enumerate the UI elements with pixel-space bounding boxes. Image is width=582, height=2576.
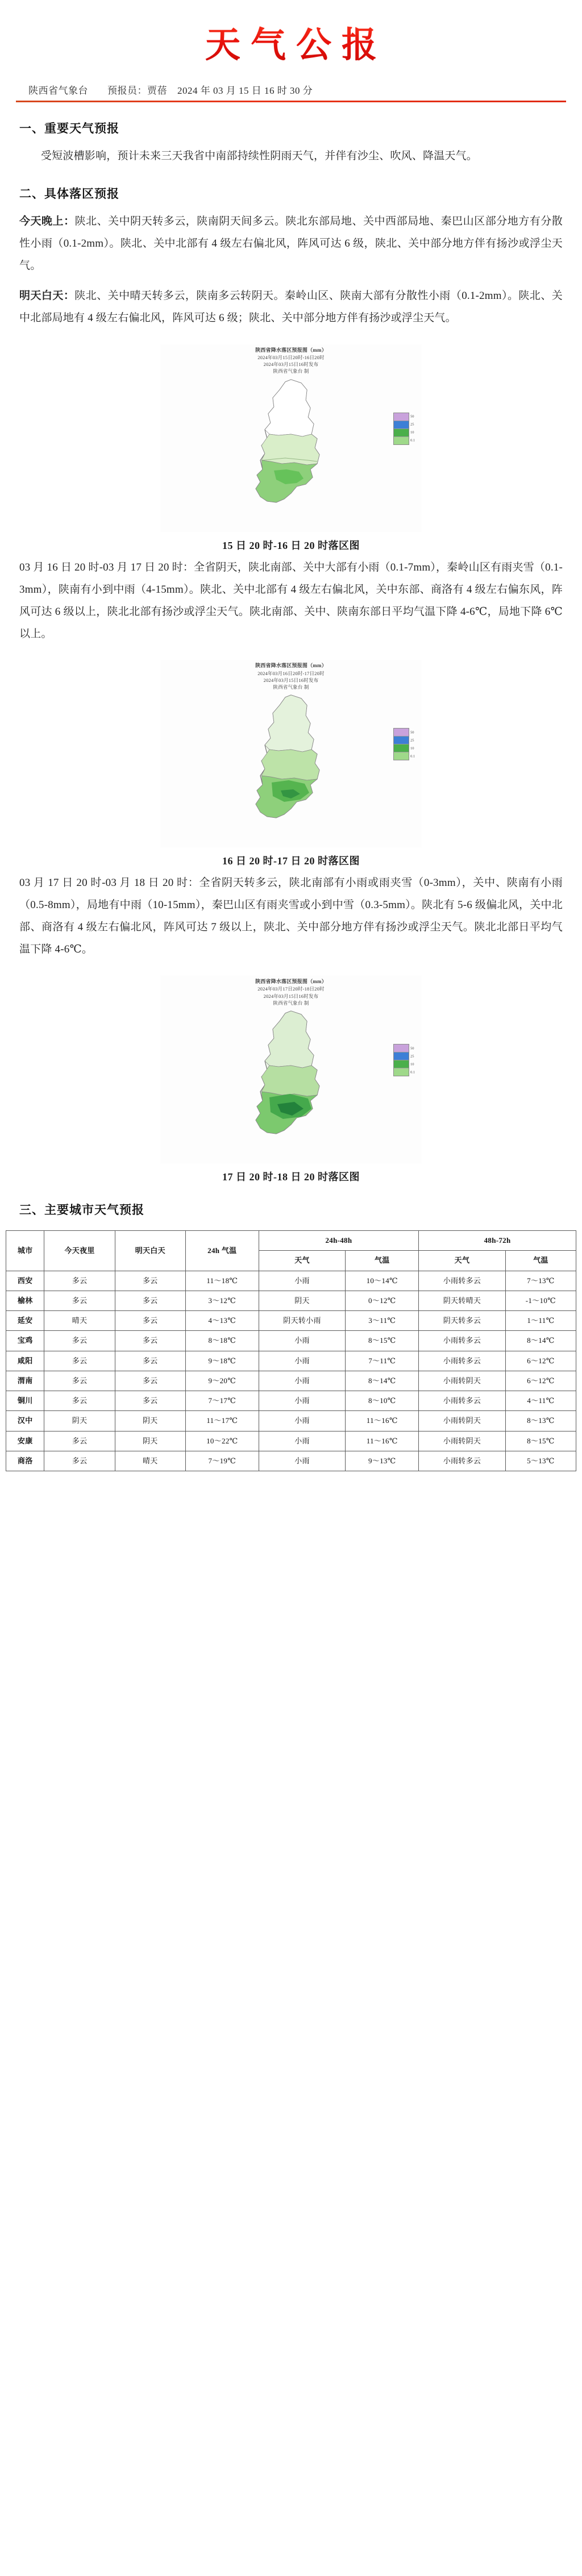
cell-temp-48-72: 6～12℃ — [505, 1371, 576, 1391]
cell-temp-24h: 7～19℃ — [185, 1451, 259, 1471]
map-title-3: 陕西省降水落区预报图（mm） — [255, 979, 327, 985]
cell-tomorrow: 阴天 — [115, 1431, 185, 1451]
table-header-row-1 — [6, 1231, 576, 1251]
legend-label-10: 10 — [410, 430, 414, 435]
cell-temp-24-48: 8～14℃ — [346, 1371, 419, 1391]
map-period-1: 2024年03月15日20时-16日20时 — [257, 354, 325, 360]
legend-label-01: 0.1 — [410, 438, 415, 443]
map-legend-3 — [393, 1044, 415, 1076]
cell-city: 渭南 — [6, 1371, 44, 1391]
map-legend-1 — [393, 413, 415, 445]
cell-city: 宝鸡 — [6, 1331, 44, 1351]
cell-weather-24-48: 小雨 — [259, 1351, 346, 1371]
cell-temp-48-72: 7～13℃ — [505, 1271, 576, 1291]
cell-temp-48-72: 8～14℃ — [505, 1331, 576, 1351]
th-tonight: 今天夜里 — [44, 1231, 115, 1271]
cell-temp-24h: 10～22℃ — [185, 1431, 259, 1451]
cell-city: 咸阳 — [6, 1351, 44, 1371]
masthead — [0, 0, 582, 63]
legend-label-25: 25 — [410, 422, 414, 427]
cell-city: 安康 — [6, 1431, 44, 1451]
city-forecast-table-wrap — [6, 1230, 576, 1471]
map-canvas-1 — [160, 375, 422, 532]
map-header-2 — [160, 662, 422, 690]
cell-weather-48-72: 小雨转多云 — [419, 1451, 506, 1471]
cell-temp-24h: 3～12℃ — [185, 1291, 259, 1310]
cell-weather-48-72: 小雨转多云 — [419, 1351, 506, 1371]
cell-weather-48-72: 小雨转多云 — [419, 1271, 506, 1291]
section-heading-detailed-forecast: 二、具体落区预报 — [19, 187, 119, 201]
issue-datetime: 2024 年 03 月 15 日 16 时 30 分 — [177, 85, 313, 97]
cell-weather-24-48: 阴天 — [259, 1291, 346, 1310]
cell-tonight: 晴天 — [44, 1311, 115, 1331]
cell-weather-24-48: 小雨 — [259, 1451, 346, 1471]
day2-forecast-paragraph: 03 月 16 日 20 时-03 月 17 日 20 时：全省阴天，陕北南部、关中大部有小雨（0.1-7mm），秦岭山区有雨夹雪（0.1-3mm），陕南有小到中雨（4-15mm）。陕北、关中北部有 4 级左右偏北风，关中东部、商洛有 4 级左右偏东风，阵风可达 6 级以上，陕北北部有扬沙或浮尘天气。陕北南部、关中、陕南东部日平均气温下降 4-6℃，局地下降 6℃以上。 — [19, 561, 563, 640]
cell-weather-24-48: 小雨 — [259, 1331, 346, 1351]
legend-label-01: 0.1 — [410, 754, 415, 759]
tomorrow-label: 明天白天： — [19, 289, 75, 302]
cell-city: 西安 — [6, 1271, 44, 1291]
cell-weather-24-48: 小雨 — [259, 1431, 346, 1451]
forecaster-label: 预报员： — [107, 85, 147, 97]
tonight-forecast-paragraph — [19, 211, 563, 277]
cell-temp-24h: 11～18℃ — [185, 1271, 259, 1291]
legend-label-25: 25 — [410, 1054, 414, 1059]
legend-swatch-10 — [394, 1060, 414, 1068]
map-producer-3: 陕西省气象台 制 — [273, 1000, 309, 1006]
map-caption-3: 17 日 20 时-18 日 20 时落区图 — [222, 1171, 360, 1183]
precip-map-figure-3 — [160, 976, 422, 1163]
cell-weather-48-72: 小雨转多云 — [419, 1391, 506, 1411]
legend-swatch-25 — [394, 1052, 414, 1060]
tonight-label: 今天晚上： — [19, 215, 75, 228]
table-body — [6, 1271, 576, 1471]
map-producer-2: 陕西省气象台 制 — [273, 684, 309, 690]
cell-tomorrow: 多云 — [115, 1271, 185, 1291]
map-canvas-2 — [160, 690, 422, 847]
cell-temp-48-72: -1～10℃ — [505, 1291, 576, 1310]
precip-map-block-2 — [19, 660, 563, 868]
cell-temp-24-48: 7～11℃ — [346, 1351, 419, 1371]
map-title-1: 陕西省降水落区预报图（mm） — [255, 347, 327, 353]
table-row — [6, 1391, 576, 1411]
th-group-48-72: 48h-72h — [419, 1231, 576, 1251]
cell-tomorrow: 多云 — [115, 1371, 185, 1391]
legend-swatch-01 — [394, 1068, 415, 1076]
legend-swatch-50 — [394, 1044, 414, 1052]
cell-temp-24h: 11～17℃ — [185, 1411, 259, 1431]
cell-temp-24-48: 9～13℃ — [346, 1451, 419, 1471]
shaanxi-province-outline-2 — [206, 690, 376, 834]
forecaster-name: 贾蓓 — [147, 85, 167, 97]
map-producer-1: 陕西省气象台 制 — [273, 368, 309, 374]
cell-temp-24h: 9～18℃ — [185, 1351, 259, 1371]
byline — [16, 82, 566, 101]
table-row — [6, 1431, 576, 1451]
map-title-2: 陕西省降水落区预报图（mm） — [255, 663, 327, 669]
issuer-name: 陕西省气象台 — [28, 85, 88, 97]
important-forecast-paragraph: 受短波槽影响，预计未来三天我省中南部持续性阴雨天气，并伴有沙尘、吹风、降温天气。 — [41, 150, 478, 163]
th-temp-24-48: 气温 — [346, 1251, 419, 1271]
cell-tonight: 多云 — [44, 1351, 115, 1371]
cell-temp-24h: 8～18℃ — [185, 1331, 259, 1351]
legend-label-25: 25 — [410, 738, 414, 743]
th-tomorrow: 明天白天 — [115, 1231, 185, 1271]
section-heading-important-forecast: 一、重要天气预报 — [19, 122, 119, 136]
cell-tonight: 阴天 — [44, 1411, 115, 1431]
cell-temp-48-72: 8～13℃ — [505, 1411, 576, 1431]
masthead-divider — [16, 101, 566, 102]
map-caption-1: 15 日 20 时-16 日 20 时落区图 — [222, 539, 360, 551]
table-header — [6, 1231, 576, 1271]
precip-map-block-1 — [19, 344, 563, 552]
th-weather-24-48: 天气 — [259, 1251, 346, 1271]
legend-label-50: 50 — [410, 730, 414, 735]
map-issued-3: 2024年03月15日16时发布 — [263, 993, 319, 999]
cell-city: 铜川 — [6, 1391, 44, 1411]
legend-swatch-25 — [394, 421, 414, 429]
cell-temp-24-48: 10～14℃ — [346, 1271, 419, 1291]
table-row — [6, 1451, 576, 1471]
cell-weather-24-48: 小雨 — [259, 1391, 346, 1411]
shaanxi-province-outline-1 — [206, 375, 376, 518]
map-legend-2 — [393, 728, 415, 760]
cell-temp-24-48: 0～12℃ — [346, 1291, 419, 1310]
map-caption-2: 16 日 20 时-17 日 20 时落区图 — [222, 855, 360, 867]
cell-temp-48-72: 5～13℃ — [505, 1451, 576, 1471]
cell-tonight: 多云 — [44, 1391, 115, 1411]
cell-tomorrow: 多云 — [115, 1391, 185, 1411]
precip-map-figure-1 — [160, 344, 422, 532]
cell-tomorrow: 多云 — [115, 1291, 185, 1310]
cell-temp-24-48: 3～11℃ — [346, 1311, 419, 1331]
table-row — [6, 1331, 576, 1351]
cell-city: 商洛 — [6, 1451, 44, 1471]
legend-label-01: 0.1 — [410, 1070, 415, 1075]
cell-tonight: 多云 — [44, 1451, 115, 1471]
table-row — [6, 1271, 576, 1291]
legend-label-50: 50 — [410, 414, 414, 419]
cell-temp-24-48: 8～10℃ — [346, 1391, 419, 1411]
cell-city: 汉中 — [6, 1411, 44, 1431]
map-issued-2: 2024年03月15日16时发布 — [263, 677, 319, 683]
tomorrow-forecast-paragraph — [19, 285, 563, 330]
cell-tomorrow: 晴天 — [115, 1451, 185, 1471]
cell-temp-24-48: 11～16℃ — [346, 1431, 419, 1451]
tonight-text: 陕北、关中阴天转多云，陕南阴天间多云。陕北东部局地、关中西部局地、秦巴山区部分地方有分散性小雨（0.1-2mm）。陕北、关中北部有 4 级左右偏北风，阵风可达 6 级，陕北、关中部分地方伴有扬沙或浮尘天气。 — [19, 215, 563, 272]
day3-forecast-paragraph: 03 月 17 日 20 时-03 月 18 日 20 时：全省阴天转多云，陕北南部有小雨或雨夹雪（0-3mm），关中、陕南有小雨（0.5-8mm），局地有中雨（10-15mm），秦巴山区有雨夹雪或小到中雪（0.3-5mm）。陕北有 5-6 级偏北风，关中北部、商洛有 4 级左右偏北风，阵风可达 7 级以上，陕北、关中部分地方伴有扬沙或浮尘天气。陕北北部日平均气温下降 4-6℃。 — [19, 877, 563, 956]
th-group-24-48: 24h-48h — [259, 1231, 418, 1251]
cell-tomorrow: 多云 — [115, 1331, 185, 1351]
legend-swatch-10 — [394, 744, 414, 752]
legend-swatch-01 — [394, 437, 415, 444]
tomorrow-text: 陕北、关中晴天转多云，陕南多云转阴天。秦岭山区、陕南大部有分散性小雨（0.1-2mm）。陕北、关中北部局地有 4 级左右偏北风，阵风可达 6 级；陕北、关中部分地方伴有扬沙或浮尘天气。 — [19, 289, 563, 324]
cell-weather-24-48: 小雨 — [259, 1371, 346, 1391]
legend-swatch-50 — [394, 729, 414, 736]
cell-temp-24-48: 11～16℃ — [346, 1411, 419, 1431]
cell-weather-48-72: 小雨转阴天 — [419, 1411, 506, 1431]
legend-label-10: 10 — [410, 746, 414, 751]
table-row — [6, 1411, 576, 1431]
cell-weather-48-72: 小雨转阴天 — [419, 1431, 506, 1451]
map-header-1 — [160, 347, 422, 375]
legend-swatch-25 — [394, 736, 414, 744]
map-period-2: 2024年03月16日20时-17日20时 — [257, 670, 325, 676]
cell-weather-48-72: 小雨转多云 — [419, 1331, 506, 1351]
cell-weather-48-72: 阴天转多云 — [419, 1311, 506, 1331]
table-row — [6, 1291, 576, 1310]
th-city: 城市 — [6, 1231, 44, 1271]
byline-block — [16, 82, 566, 102]
cell-weather-24-48: 小雨 — [259, 1271, 346, 1291]
cell-tonight: 多云 — [44, 1291, 115, 1310]
map-period-3: 2024年03月17日20时-18日20时 — [257, 986, 325, 992]
cell-temp-48-72: 4～11℃ — [505, 1391, 576, 1411]
table-row — [6, 1351, 576, 1371]
cell-tomorrow: 阴天 — [115, 1411, 185, 1431]
th-weather-48-72: 天气 — [419, 1251, 506, 1271]
cell-temp-24h: 4～13℃ — [185, 1311, 259, 1331]
section-heading-city-forecast: 三、主要城市天气预报 — [19, 1203, 144, 1217]
page-title: 天气公报 — [0, 26, 582, 63]
cell-temp-48-72: 1～11℃ — [505, 1311, 576, 1331]
cell-weather-48-72: 小雨转阴天 — [419, 1371, 506, 1391]
cell-weather-48-72: 阴天转晴天 — [419, 1291, 506, 1310]
cell-tonight: 多云 — [44, 1431, 115, 1451]
th-temp-24h: 24h 气温 — [185, 1231, 259, 1271]
legend-swatch-10 — [394, 429, 414, 437]
map-header-3 — [160, 978, 422, 1006]
precip-map-figure-2 — [160, 660, 422, 847]
cell-temp-24h: 7～17℃ — [185, 1391, 259, 1411]
map-canvas-3 — [160, 1006, 422, 1163]
map-issued-1: 2024年03月15日16时发布 — [263, 361, 319, 368]
precip-map-block-3 — [19, 976, 563, 1184]
cell-tonight: 多云 — [44, 1271, 115, 1291]
cell-tonight: 多云 — [44, 1371, 115, 1391]
cell-city: 延安 — [6, 1311, 44, 1331]
cell-tonight: 多云 — [44, 1331, 115, 1351]
cell-tomorrow: 多云 — [115, 1311, 185, 1331]
table-row — [6, 1371, 576, 1391]
cell-temp-24h: 9～20℃ — [185, 1371, 259, 1391]
cell-weather-24-48: 阴天转小雨 — [259, 1311, 346, 1331]
cell-weather-24-48: 小雨 — [259, 1411, 346, 1431]
cell-temp-24-48: 8～15℃ — [346, 1331, 419, 1351]
cell-tomorrow: 多云 — [115, 1351, 185, 1371]
legend-label-50: 50 — [410, 1046, 414, 1051]
table-row — [6, 1311, 576, 1331]
cell-temp-48-72: 6～12℃ — [505, 1351, 576, 1371]
legend-swatch-50 — [394, 413, 414, 421]
th-temp-48-72: 气温 — [505, 1251, 576, 1271]
legend-swatch-01 — [394, 752, 415, 760]
document-body — [0, 119, 582, 1218]
shaanxi-province-outline-3 — [206, 1006, 376, 1150]
legend-label-10: 10 — [410, 1062, 414, 1067]
cell-temp-48-72: 8～15℃ — [505, 1431, 576, 1451]
cell-city: 榆林 — [6, 1291, 44, 1310]
city-forecast-table — [6, 1230, 576, 1471]
